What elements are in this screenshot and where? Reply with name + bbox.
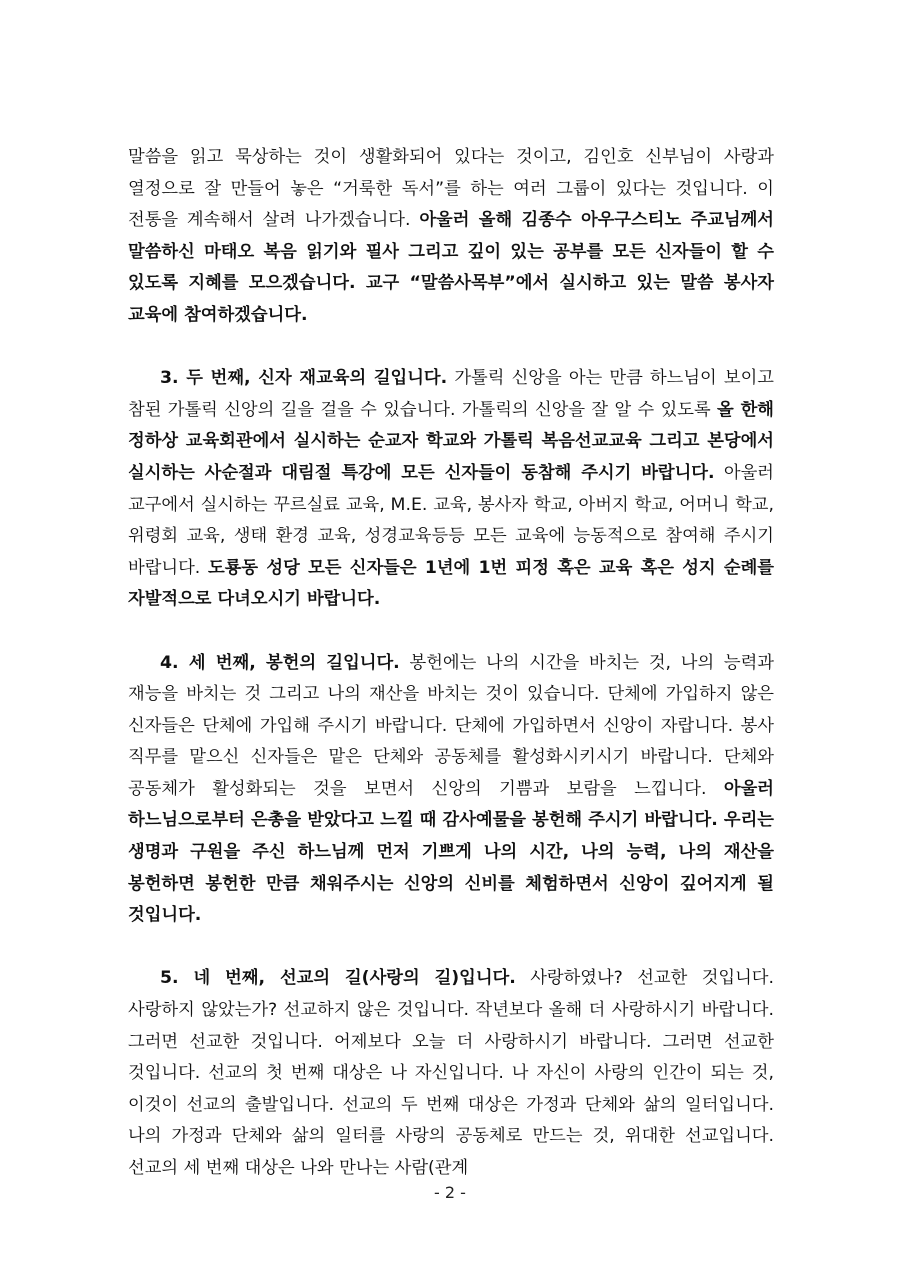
paragraph-text: 사랑하였나? 선교한 것입니다. 사랑하지 않았는가? 선교하지 않은 것입니다. 작년보다 올해 더 사랑하시기 바랍니다. 그러면 선교한 것입니다. 어제보다 오늘 더 사랑하시기 바랍니다. 그러면 선교한 것입니다. 선교의 첫 번째 대상은 나 자신입니다. 나 자신이 사랑의 인간이 되는 것, 이것이 선교의 출발입니다. 선교의 두 번째 대상은 가정과 단체와 삶의 일터입니다. 나의 가정과 단체와 삶의 일터를 사랑의 공동체로 만드는 것, 위대한 선교입니다. 선교의 세 번째 대상은 나와 만나는 사람(관계	[128, 968, 774, 1178]
paragraph-word-reading	[128, 142, 774, 332]
section-heading-4: 4. 세 번째, 봉헌의 길입니다.	[160, 652, 400, 673]
paragraph-text: 말씀을 읽고 묵상하는 것이 생활화되어 있다는 것이고, 김인호 신부님이 사랑과 열정으로 잘 만들어 놓은 “거룩한 독서”를 하는 여러 그룹이 있다는 것입니다. 이 전통을 계속해서 살려 나가겠습니다.	[128, 147, 774, 231]
paragraph-bold-text: 올 한해 정하상 교육회관에서 실시하는 순교자 학교와 가톨릭 복음선교교육 그리고 본당에서 실시하는 사순절과 대림절 특강에 모든 신자들이 동참해 주시기 바랍니다.	[128, 399, 774, 483]
paragraph-bold-text: 아울러 하느님으로부터 은총을 받았다고 느낄 때 감사예물을 봉헌해 주시기 바랍니다. 우리는 생명과 구원을 주신 하느님께 먼저 기쁘게 나의 시간, 나의 능력, 나의 재산을 봉헌하면 봉헌한 만큼 채워주시는 신앙의 신비를 체험하면서 신앙이 깊어지게 될 것입니다.	[128, 778, 774, 926]
paragraph-bold-text: 아울러 올해 김종수 아우구스티노 주교님께서 말씀하신 마태오 복음 읽기와 필사 그리고 깊이 있는 공부를 모든 신자들이 할 수 있도록 지혜를 모으겠습니다. 교구 “말씀사목부”에서 실시하고 있는 말씀 봉사자 교육에 참여하겠습니다.	[128, 210, 774, 325]
document-body	[128, 142, 774, 1216]
paragraph-reeducation	[128, 363, 774, 616]
paragraph-text: 봉헌에는 나의 시간을 바치는 것, 나의 능력과 재능을 바치는 것 그리고 나의 재산을 바치는 것이 있습니다. 단체에 가입하지 않은 신자들은 단체에 가입해 주시기 바랍니다. 단체에 가입하면서 신앙이 자랍니다. 봉사 직무를 맡으신 신자들은 맡은 단체와 공동체를 활성화시키시기 바랍니다. 단체와 공동체가 활성화되는 것을 보면서 신앙의 기쁨과 보람을 느낍니다.	[128, 652, 774, 799]
section-heading-3: 3. 두 번째, 신자 재교육의 길입니다.	[160, 368, 448, 389]
section-heading-5: 5. 네 번째, 선교의 길(사랑의 길)입니다.	[160, 968, 516, 989]
paragraph-bold-text: 도룡동 성당 모든 신자들은 1년에 1번 피정 혹은 교육 혹은 성지 순례를 자발적으로 다녀오시기 바랍니다.	[128, 557, 774, 610]
paragraph-text: 아울러 교구에서 실시하는 꾸르실료 교육, M.E. 교육, 봉사자 학교, 아버지 학교, 어머니 학교, 위령회 교육, 생태 환경 교육, 성경교육등등 모든 교육에 능동적으로 참여해 주시기 바랍니다.	[128, 462, 774, 578]
paragraph-mission	[128, 963, 774, 1184]
paragraph-offering	[128, 648, 774, 932]
page-number: - 2 -	[434, 1183, 466, 1202]
paragraph-text: 가톨릭 신앙을 아는 만큼 하느님이 보이고 참된 가톨릭 신앙의 길을 걸을 수 있습니다. 가톨릭의 신앙을 잘 알 수 있도록	[128, 368, 774, 420]
